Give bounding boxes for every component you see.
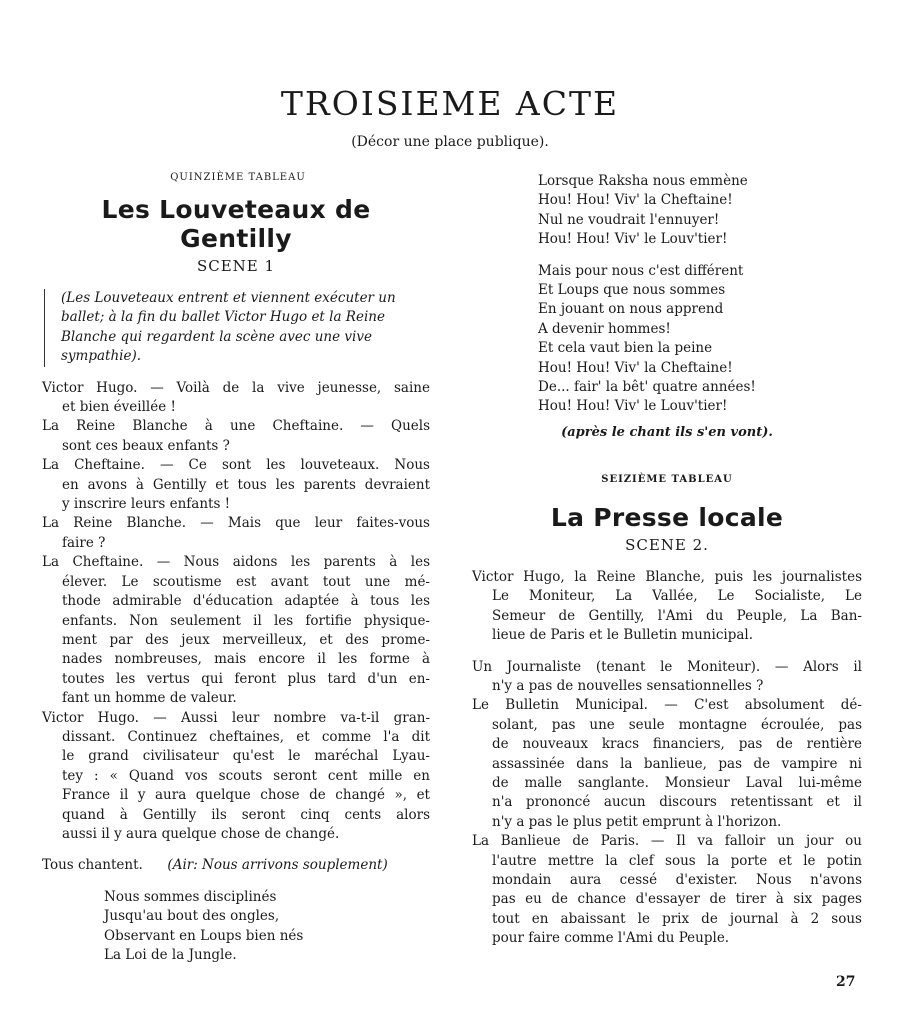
dialogue-line: quand à Gentilly ils seront cinq cents alors <box>62 806 430 823</box>
dialogue-line: Le Bulletin Municipal. — C'est absolument dé- <box>472 697 862 714</box>
tableau-heading: Les Louveteaux de Gentilly <box>101 195 371 253</box>
scene-label: SCENE 1 <box>196 257 276 275</box>
dialogue-line: pas eu de chance d'essayer de tirer à six pages <box>492 891 862 908</box>
song-line: De... fair' la bêt' quatre années! <box>538 379 756 396</box>
dialogue-line: n'y a pas de nouvelles sensationnelles ? <box>492 677 764 694</box>
dialogue-line: pour faire comme l'Ami du Peuple. <box>492 930 730 947</box>
song-line: Et Loups que nous sommes <box>538 282 726 299</box>
song-line: Jusqu'au bout des ongles, <box>104 908 280 925</box>
song-line: Nous sommes disciplinés <box>104 888 277 905</box>
dialogue-line: dissant. Continuez cheftaines, et comme l'a dit <box>62 728 430 745</box>
dialogue-line: de malle sanglante. Monsieur Laval lui-même <box>492 774 862 791</box>
song-line: A devenir hommes! <box>538 320 671 337</box>
song-line: Lorsque Raksha nous emmène <box>538 173 748 189</box>
dialogue-line: La Reine Blanche à une Cheftaine. — Quels <box>42 418 430 435</box>
dialogue-line: La Cheftaine. — Ce sont les louveteaux. Nous <box>42 457 430 474</box>
song-line: Hou! Hou! Viv' le Louv'tier! <box>538 231 728 248</box>
cast-line: lieue de Paris et le Bulletin municipal. <box>492 627 753 644</box>
tableau-label: QUINZIÈME TABLEAU <box>170 172 306 183</box>
dialogue-line: n'y a pas le plus petit emprunt à l'horizon. <box>492 813 782 830</box>
cast-line: Le Moniteur, La Vallée, Le Socialiste, Le <box>492 588 862 605</box>
dialogue-line: mondain aura cessé d'exister. Nous n'avons <box>492 871 862 888</box>
dialogue-line: La Banlieue de Paris. — Il va falloir un jour ou <box>472 833 862 850</box>
song-line: Nul ne voudrait l'ennuyer! <box>538 211 720 228</box>
dialogue-line: de nouveaux kracs financiers, pas de rentière <box>492 736 862 753</box>
left-column <box>42 172 430 965</box>
dialogue-line: La Reine Blanche. — Mais que leur faites-vous <box>42 515 430 532</box>
dialogue-line: et bien éveillée ! <box>62 399 176 416</box>
stage-line: ballet; à la fin du ballet Victor Hugo et la Reine <box>61 309 385 326</box>
song-verse <box>472 262 862 417</box>
page-title: TROISIEME ACTE <box>280 84 620 123</box>
song-verse <box>472 172 862 250</box>
song-line: Mais pour nous c'est différent <box>538 262 744 279</box>
dialogue-line: aussi il y aura quelque chose de changé. <box>62 825 340 842</box>
cast-line: Semeur de Gentilly, l'Ami du Peuple, La Ban- <box>492 607 862 624</box>
tableau-heading: La Presse locale <box>550 502 784 532</box>
dialogue-line: tey : « Quand vos scouts seront cent mille en <box>62 767 430 784</box>
dialogue-line: ment par des jeux merveilleux, et des prome- <box>62 631 430 648</box>
song-line: Hou! Hou! Viv' la Cheftaine! <box>538 359 733 376</box>
dialogue-line: Victor Hugo. — Aussi leur nombre va-t-il gran- <box>42 709 430 726</box>
dialogue-block <box>472 658 862 949</box>
dialogue-line: sont ces beaux enfants ? <box>62 437 230 454</box>
dialogue-line: n'a prononcé aucun discours retentissant et il <box>492 794 862 811</box>
cast-list <box>472 568 862 646</box>
air-label: (Air: Nous arrivons souplement) <box>167 857 388 874</box>
dialogue-line: assassinée dans la banlieue, pas de vampire ni <box>492 755 862 772</box>
song-line: Observant en Loups bien nés <box>104 927 304 944</box>
dialogue-block <box>42 379 430 845</box>
dialogue-line: solant, pas une seule montagne écroulée, pas <box>492 716 862 733</box>
song-intro <box>42 856 430 875</box>
dialogue-line: tout en abaissant le prix de journal à 2 sous <box>492 910 862 927</box>
dialogue-line: Un Journaliste (tenant le Moniteur). — Alors il <box>472 658 862 675</box>
cast-line: Victor Hugo, la Reine Blanche, puis les journalistes <box>472 568 862 585</box>
song-line: Hou! Hou! Viv' la Cheftaine! <box>538 192 733 209</box>
dialogue-line: France il y aura quelque chose de changé », et <box>62 787 430 804</box>
stage-line: Blanche qui regardent la scène avec une vive <box>61 328 372 345</box>
stage-direction: (après le chant ils s'en vont). <box>561 424 773 440</box>
decor-note: (Décor une place publique). <box>351 134 549 150</box>
scene-label: SCENE 2. <box>625 535 709 554</box>
tableau-label: SEIZIÈME TABLEAU <box>601 473 733 485</box>
dialogue-line: en avons à Gentilly et tous les parents devraient <box>62 476 430 493</box>
dialogue-line: faire ? <box>62 534 106 551</box>
tous-chantent: Tous chantent. <box>42 857 143 874</box>
stage-line: (Les Louveteaux entrent et viennent exécuter un <box>61 290 396 306</box>
dialogue-line: La Cheftaine. — Nous aidons les parents à les <box>42 554 430 571</box>
song-line: La Loi de la Jungle. <box>104 947 237 963</box>
stage-direction <box>44 289 430 367</box>
dialogue-line: Victor Hugo. — Voilà de la vive jeunesse, saine <box>42 379 430 396</box>
song-line: Et cela vaut bien la peine <box>538 340 713 357</box>
dialogue-line: fant un homme de valeur. <box>62 690 237 707</box>
stage-line: sympathie). <box>61 348 142 365</box>
dialogue-line: toutes les vertus qui feront plus tard d'un en- <box>62 670 430 687</box>
page-number: 27 <box>836 974 856 990</box>
dialogue-line: thode admirable d'éducation adaptée à tous les <box>62 593 430 610</box>
dialogue-line: le grand civilisateur qu'est le maréchal Lyau- <box>62 748 430 765</box>
dialogue-line: enfants. Non seulement il les fortifie physique- <box>62 612 430 629</box>
dialogue-line: nades nombreuses, mais encore il les forme à <box>62 651 430 668</box>
song-verse <box>42 888 430 966</box>
right-column <box>472 172 862 949</box>
song-line: En jouant on nous apprend <box>538 301 724 318</box>
dialogue-line: l'autre mettre la clef sous la porte et le potin <box>492 852 862 869</box>
dialogue-line: élever. Le scoutisme est avant tout une mé- <box>62 573 430 590</box>
dialogue-line: y inscrire leurs enfants ! <box>62 496 231 513</box>
song-line: Hou! Hou! Viv' le Louv'tier! <box>538 398 728 415</box>
